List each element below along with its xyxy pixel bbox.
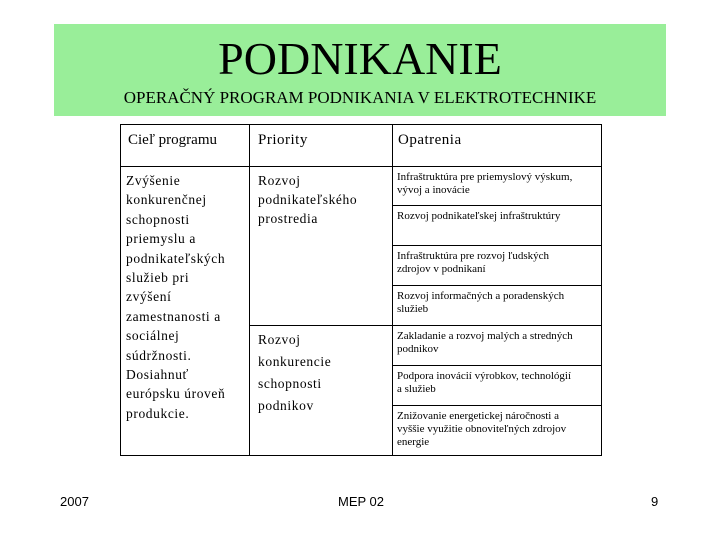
table-border-left (120, 124, 121, 456)
priority-1-line: Rozvoj (258, 173, 301, 188)
page-title: PODNIKANIE (218, 33, 502, 84)
priority-2-line: podnikov (258, 398, 314, 413)
table-divider-1 (249, 124, 250, 456)
priority-2 (258, 329, 331, 417)
goal-line: produkcie. (126, 405, 190, 421)
priority-1-line: podnikateľského (258, 192, 358, 207)
column-header-goal: Cieľ programu (128, 132, 217, 148)
measure-1: Infraštruktúra pre priemyslový výskum, vývoj a inovácie (397, 171, 573, 196)
goal-line: zamestnanosti a (126, 308, 221, 324)
title-banner (54, 24, 666, 116)
priority-1-line: prostredia (258, 211, 318, 226)
goal-line: služieb pri (126, 270, 190, 286)
priority-2-line: schopnosti (258, 376, 322, 391)
measure-3: Infraštruktúra pre rozvoj ľudských zdrojov v podnikaní (397, 250, 550, 275)
program-table (120, 124, 602, 456)
footer-code: MEP 02 (338, 494, 385, 509)
measure-divider-6 (392, 405, 602, 406)
footer-year: 2007 (60, 494, 89, 509)
table-border-top (120, 124, 602, 125)
table-border-bottom (120, 455, 602, 456)
table-divider-2 (392, 124, 393, 456)
measure-5: Zakladanie a rozvoj malých a stredných podnikov (397, 330, 573, 355)
priority-2-line: konkurencie (258, 354, 332, 369)
measure-4: Rozvoj informačných a poradenských služieb (397, 290, 565, 315)
goal-line: zvýšení (126, 289, 172, 305)
goal-line: sociálnej (126, 328, 180, 344)
measure-6: Podpora inovácií výrobkov, technológií a služieb (397, 370, 572, 395)
table-border-right (601, 124, 602, 456)
measure-divider-4 (392, 325, 602, 326)
goal-line: európsku úroveň (126, 386, 226, 402)
footer-page-number: 9 (651, 494, 659, 509)
goal-line: Zvýšenie (126, 173, 181, 188)
goal-line: Dosiahnuť (126, 367, 189, 383)
measure-divider-5 (392, 365, 602, 366)
table-header-rule (120, 166, 602, 167)
measure-divider-3 (392, 285, 602, 286)
priority-2-line: Rozvoj (258, 332, 301, 347)
goal-line: podnikateľských (126, 250, 226, 266)
goal-line: konkurenčnej (126, 192, 207, 208)
priority-1 (258, 171, 357, 228)
measure-2: Rozvoj podnikateľskej infraštruktúry (397, 210, 561, 222)
priority-divider (249, 325, 392, 326)
goal-line: priemyslu a (126, 231, 196, 247)
goal-text (126, 171, 225, 423)
measure-7: Znižovanie energetickej náročnosti a vyššie využitie obnoviteľných zdrojov energie (397, 410, 567, 448)
column-header-priorities: Priority (258, 132, 308, 148)
measure-divider-1 (392, 205, 602, 206)
goal-line: schopnosti (126, 211, 190, 227)
column-header-measures: Opatrenia (398, 132, 462, 148)
measure-divider-2 (392, 245, 602, 246)
page-subtitle: OPERAČNÝ PROGRAM PODNIKANIA V ELEKTROTECHNIKE (123, 88, 597, 107)
goal-line: súdržnosti. (126, 347, 192, 363)
